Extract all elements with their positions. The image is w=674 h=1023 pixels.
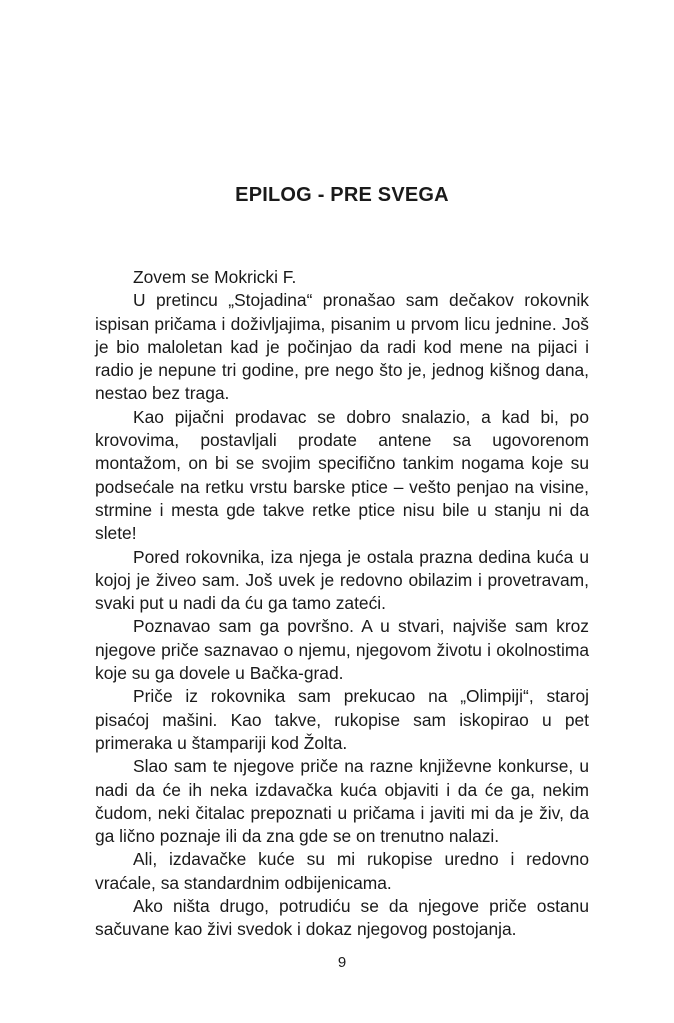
paragraph: Ali, izdavačke kuće su mi rukopise uredno i redovno vraćale, sa standardnim odbijenicama. [95,849,589,893]
paragraph: Ako ništa drugo, potrudiću se da njegove priče ostanu sačuvane kao živi svedok i dokaz njegovog postojanja. [95,896,589,940]
chapter-title: EPILOG - PRE SVEGA [235,184,449,206]
page-number: 9 [337,954,347,971]
paragraph: Poznavao sam ga površno. A u stvari, najviše sam kroz njegove priče saznavao o njemu, njegovom životu i okolnostima koje su ga dovele u Bačka-grad. [95,616,589,684]
paragraph: Slao sam te njegove priče na razne književne konkurse, u nadi da će ih neka izdavačka kuća objaviti i da će ga, nekim čudom, neki čitalac prepoznati u pričama i javiti mi da je živ, da ga lično poznaje ili da zna gde se on trenutno nalazi. [95,756,589,847]
paragraph: U pretincu „Stojadina“ pronašao sam dečakov rokovnik ispisan pričama i doživljajima, pisanim u prvom licu jednine. Još je bio maloletan kad je počinjao da radi kod mene na pijaci i radio je nepune tri godine, pre nego što je, jednog kišnog dana, nestao bez traga. [95,290,589,404]
paragraph: Pored rokovnika, iza njega je ostala prazna dedina kuća u kojoj je živeo sam. Još uvek je redovno obilazim i provetravam, svaki put u nadi da ću ga tamo zateći. [95,546,589,614]
chapter-body [95,266,589,942]
paragraph: Zovem se Mokricki F. [133,267,297,287]
paragraph: Kao pijačni prodavac se dobro snalazio, a kad bi, po krovovima, postavljali prodate antene sa ugovorenom montažom, on bi se svojim specifično tankim nogama koje su podsećale na retku vrstu barske ptice – vešto penjao na visine, strmine i mesta gde takve retke ptice nisu bile u stanju ni da slete! [95,406,589,544]
paragraph: Priče iz rokovnika sam prekucao na „Olimpiji“, staroj pisaćoj mašini. Kao takve, rukopise sam iskopirao u pet primeraka u štampariji kod Žolta. [95,686,589,753]
